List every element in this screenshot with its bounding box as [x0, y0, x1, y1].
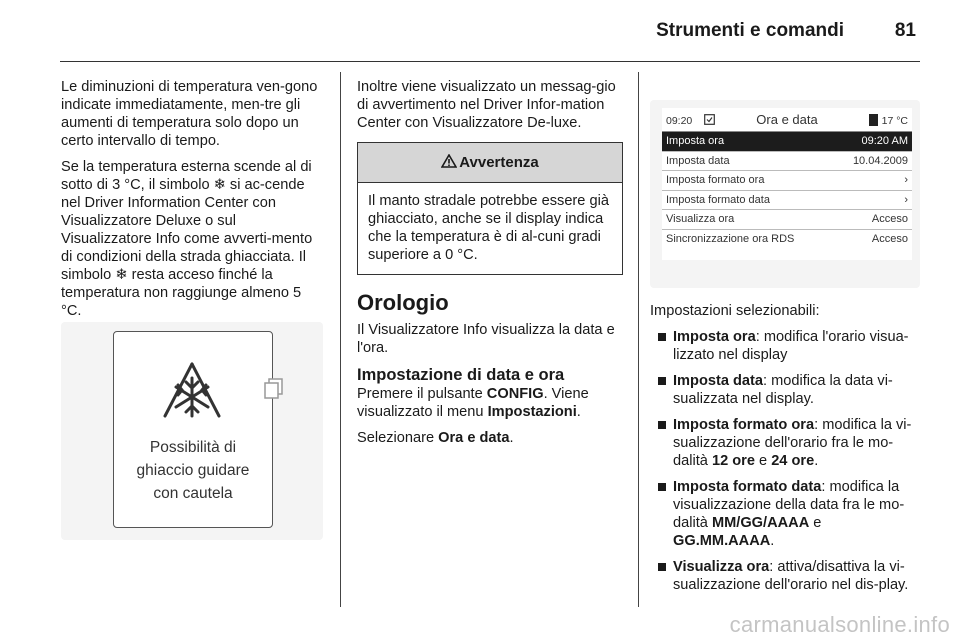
column-2 — [357, 78, 623, 455]
snowflake-triangle-icon — [162, 360, 222, 424]
display-menu-row[interactable]: Sincronizzazione ora RDS Acceso — [666, 232, 908, 245]
display-menu-row[interactable]: Visualizza ora Acceso — [662, 210, 912, 230]
display-menu-row[interactable]: Imposta data 10.04.2009 — [662, 152, 912, 172]
chevron-right-icon: › — [904, 193, 908, 206]
paragraph: Inoltre viene visualizzato un messag-gio di avvertimento nel Driver Infor-mation Center con Visualizzatore De-luxe. — [357, 79, 616, 131]
column-3 — [650, 302, 926, 602]
display-figure — [650, 100, 920, 288]
page-header — [60, 0, 920, 62]
column-divider — [638, 72, 639, 607]
paragraph: Il Visualizzatore Info visualizza la data e l'ora. — [357, 322, 615, 356]
subsection-heading: Impostazione di data e ora — [357, 366, 565, 384]
display-status-bar — [662, 108, 912, 132]
document-icon — [264, 378, 284, 400]
warning-header — [358, 143, 622, 183]
paragraph: Impostazioni selezionabili: — [650, 303, 820, 319]
ice-warning-text: Possibilità di ghiaccio guidare con cautela — [136, 439, 250, 502]
list-item: Imposta data: modifica la data vi-sualizzata nel display. — [650, 372, 926, 408]
paragraph: Selezionare Ora e data. — [357, 430, 514, 446]
ice-warning-screen — [113, 331, 273, 528]
paragraph: Le diminuzioni di temperatura ven-gono indicate immediatamente, men-tre gli aumenti di temperatura solo dopo un certo intervallo di tempo. — [61, 79, 318, 149]
ice-warning-figure — [61, 322, 323, 540]
watermark: carmanualsonline.info — [729, 612, 950, 637]
config-button-label: CONFIG — [486, 386, 544, 402]
list-item: Imposta ora: modifica l'orario visua-lizzato nel display — [650, 328, 926, 364]
settings-list — [650, 328, 926, 594]
page-number: 81 — [894, 20, 916, 41]
list-item: Imposta formato ora: modifica la vi-sualizzazione dell'orario fra le mo-dalità 12 ore e 24 ore. — [650, 416, 926, 470]
section-heading: Orologio — [357, 290, 449, 315]
info-display — [662, 108, 912, 260]
menu-item-name: Ora e data — [438, 430, 510, 446]
display-menu-row[interactable]: Imposta formato ora › — [662, 171, 912, 191]
menu-name: Impostazioni — [487, 404, 577, 420]
warning-title: Avvertenza — [459, 154, 539, 171]
chevron-right-icon: › — [904, 174, 908, 186]
page-title: Strumenti e comandi — [656, 20, 844, 41]
paragraph: Se la temperatura esterna scende al di sotto di 3 °C, il simbolo ❄ si ac-cende nel Driver Information Center con Visualizzatore Deluxe o sul Visualizzatore Info come avverti-mento di condizioni della strada ghiacciata. Il simbolo ❄ resta acceso finché la temperatura non raggiunge almeno 5 °C. — [61, 159, 313, 319]
warning-triangle-icon — [441, 154, 457, 168]
clock-back-icon — [704, 114, 715, 125]
display-menu-row[interactable]: Imposta formato data › — [662, 191, 912, 211]
paragraph: Premere il pulsante CONFIG. Viene visualizzato il menu Impostazioni. — [357, 386, 589, 420]
column-divider — [340, 72, 341, 607]
warning-text: Il manto stradale potrebbe essere già ghiacciato, anche se il display indica che la temperatura è di al-cuni gradi superiore a 0 °C. — [368, 193, 609, 263]
display-time: 09:20 — [666, 115, 693, 127]
display-menu-row[interactable]: Imposta ora 09:20 AM — [662, 132, 912, 152]
column-1 — [61, 78, 325, 328]
car-icon — [869, 114, 878, 126]
display-temperature: 17 °C — [869, 114, 908, 127]
display-screen-title: Ora e data — [756, 112, 818, 127]
list-item: Visualizza ora: attiva/disattiva la vi-sualizzazione dell'orario nel dis-play. — [650, 558, 926, 594]
list-item: Imposta formato data: modifica la visualizzazione della data fra le mo-dalità MM/GG/AAAA e GG.MM.AAAA. — [650, 478, 926, 550]
warning-box — [357, 142, 623, 275]
